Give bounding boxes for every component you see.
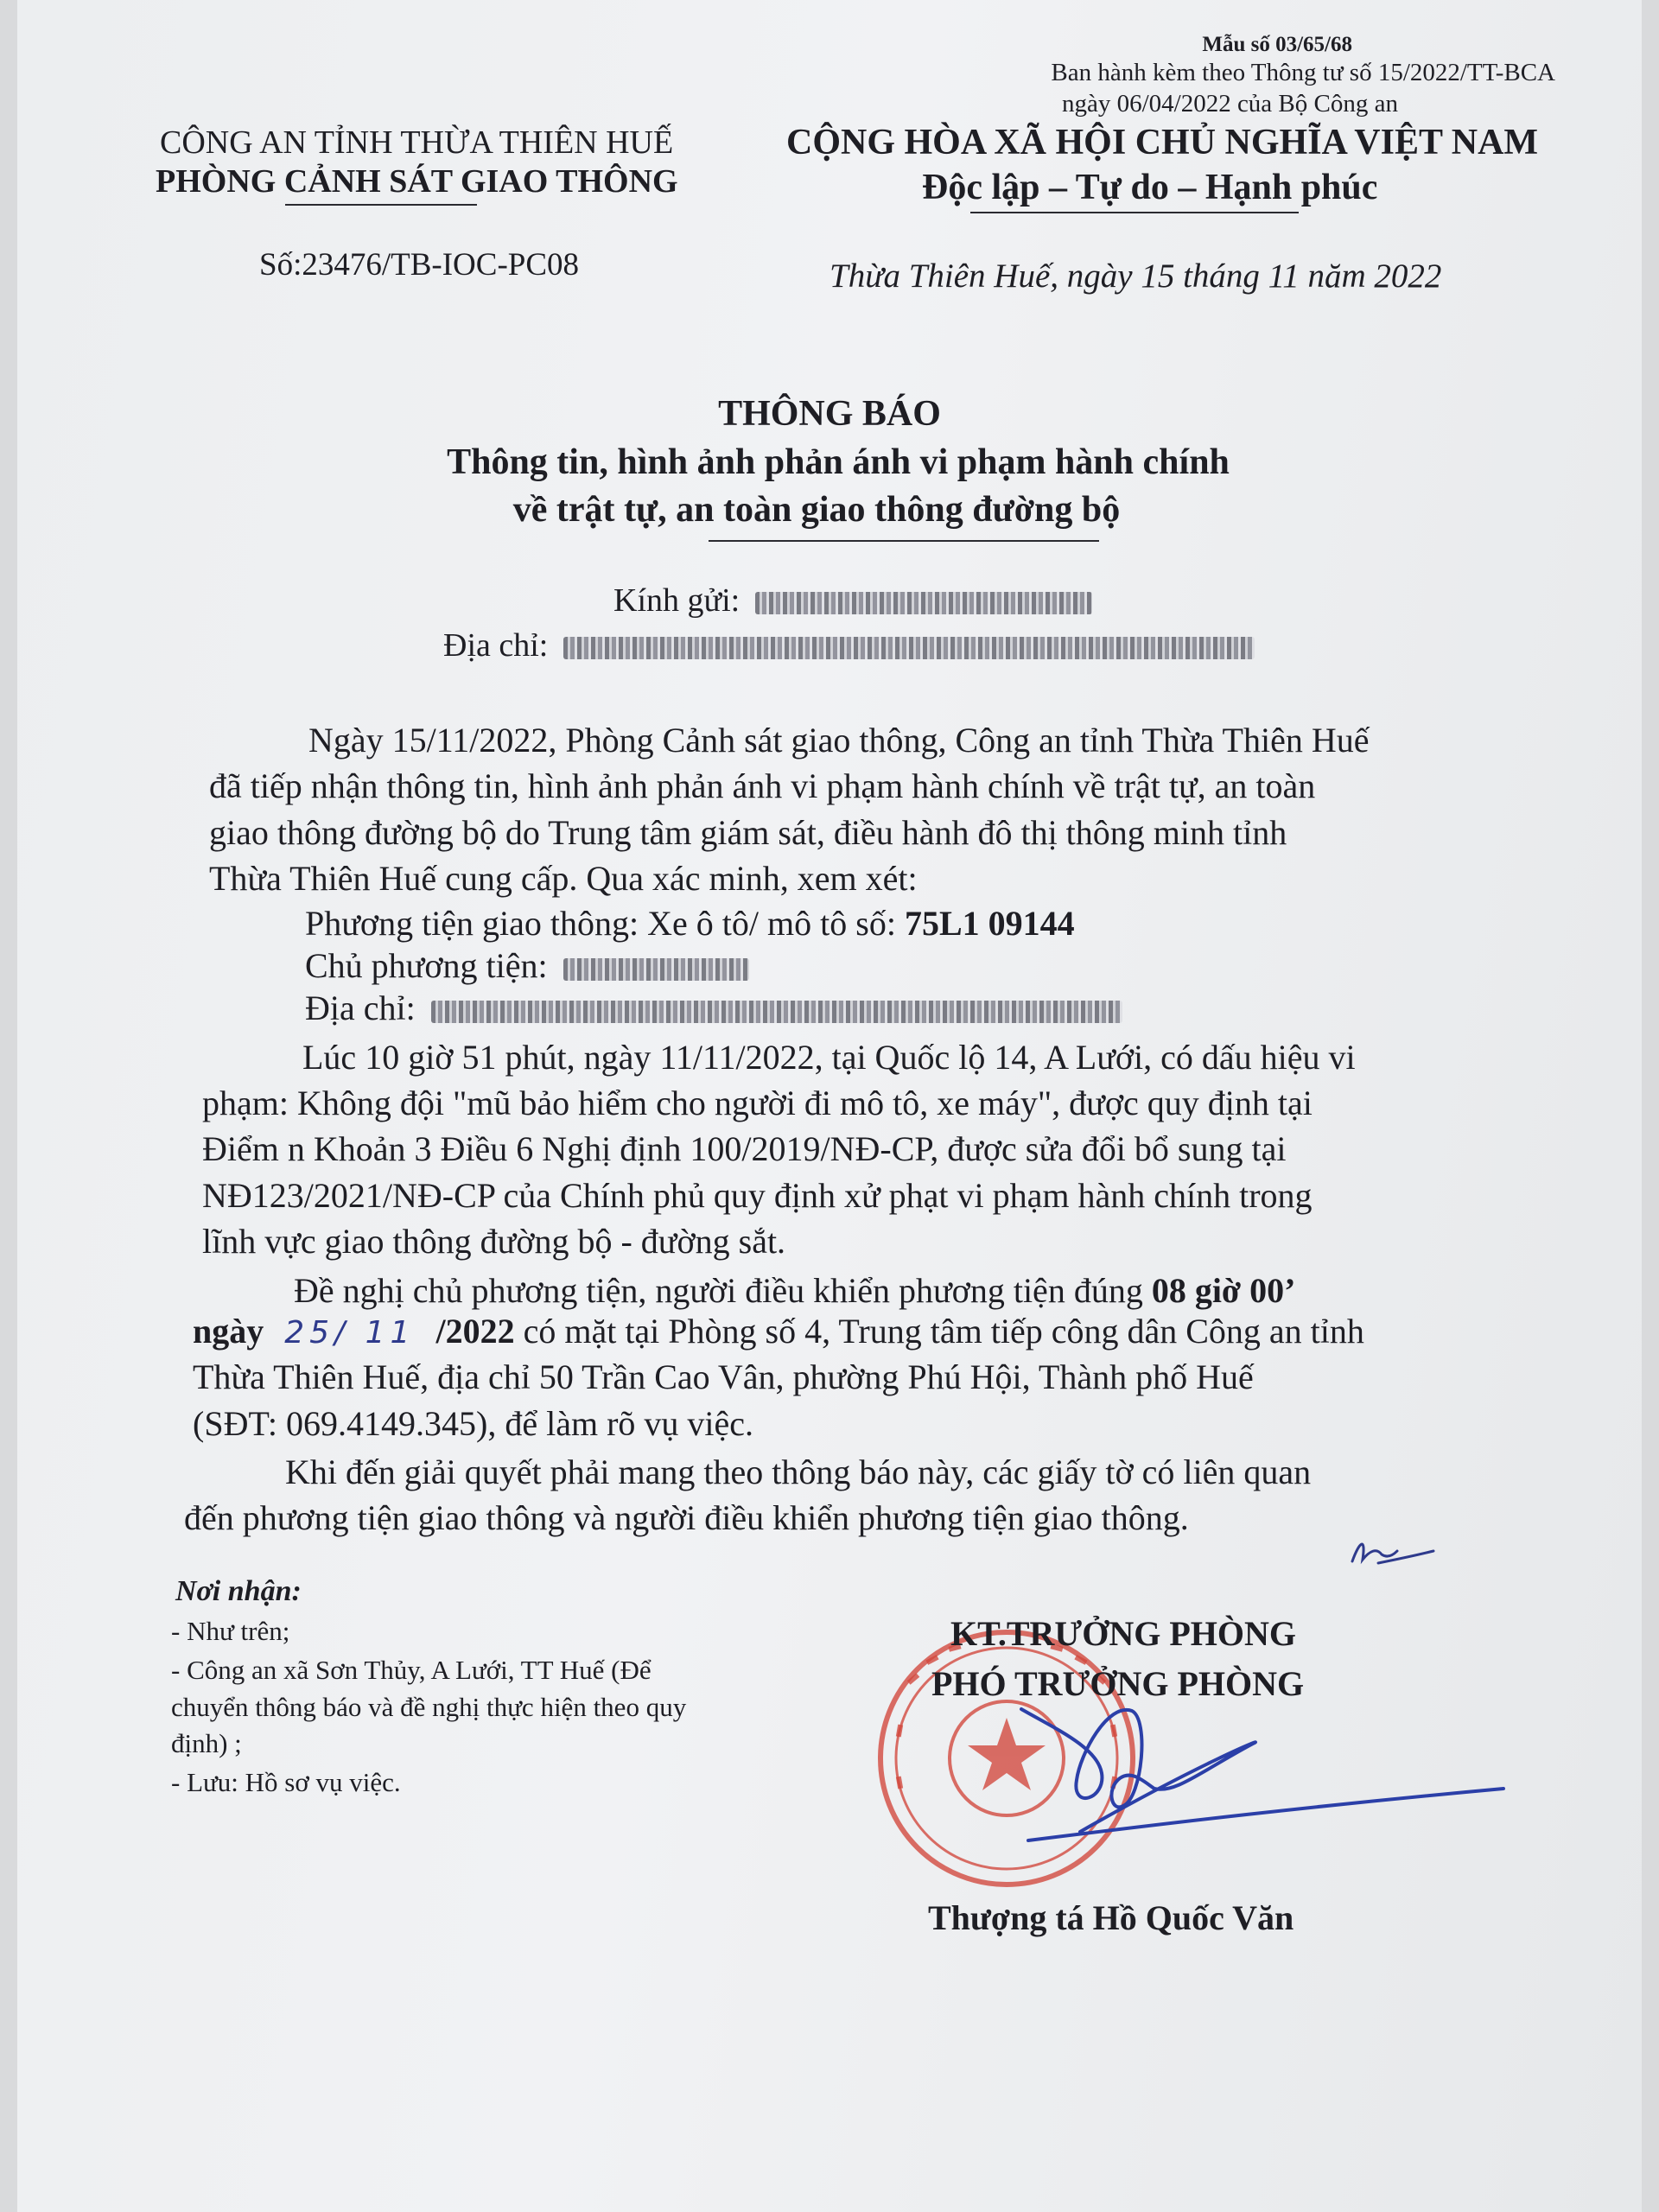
- redacted-owner: [563, 958, 749, 981]
- p3-line-1: [294, 1270, 1295, 1311]
- title-underline: [709, 540, 1099, 542]
- p2-line-5: lĩnh vực giao thông đường bộ - đường sắt.: [202, 1222, 786, 1261]
- document-subtitle-1: Thông tin, hình ảnh phản ánh vi phạm hành chính: [447, 442, 1230, 482]
- owner-label: Chủ phương tiện:: [305, 946, 548, 985]
- vehicle-plate: 75L1 09144: [904, 904, 1075, 943]
- p2-line-3: Điểm n Khoản 3 Điều 6 Nghị định 100/2019/NĐ-CP, được sửa đổi bổ sung tại: [202, 1129, 1287, 1168]
- p1-line-3: giao thông đường bộ do Trung tâm giám sát, điều hành đô thị thông minh tỉnh: [209, 813, 1287, 852]
- recipient-item: - Lưu: Hồ sơ vụ việc.: [171, 1767, 401, 1797]
- owner-address-label: Địa chỉ:: [305, 988, 416, 1027]
- appointment-time: 08 giờ 00’: [1151, 1271, 1296, 1310]
- addressee-line: [613, 582, 1092, 620]
- recipient-item: - Như trên;: [171, 1616, 290, 1646]
- form-note-circular: Ban hành kèm theo Thông tư số 15/2022/TT-BCA: [1051, 59, 1555, 86]
- p4-line-1: Khi đến giải quyết phải mang theo thông báo này, các giấy tờ có liên quan: [285, 1452, 1312, 1491]
- signature-title-1: KT.TRƯỞNG PHÒNG: [950, 1614, 1296, 1653]
- issuing-department: PHÒNG CẢNH SÁT GIAO THÔNG: [156, 163, 678, 200]
- p3-line-2: [193, 1311, 1364, 1351]
- redacted-owner-address: [431, 1001, 1122, 1023]
- document-number: Số:23476/TB-IOC-PC08: [259, 247, 580, 283]
- signature-title-2: PHÓ TRƯỞNG PHÒNG: [931, 1664, 1305, 1703]
- national-motto: Độc lập – Tự do – Hạnh phúc: [922, 168, 1378, 207]
- p2-line-4: NĐ123/2021/NĐ-CP của Chính phủ quy định xử phạt vi phạm hành chính trong: [202, 1176, 1313, 1215]
- p2-line-2: phạm: Không đội "mũ bảo hiểm cho người đi mô tô, xe máy", được quy định tại: [202, 1084, 1313, 1122]
- addressee-address-line: [443, 626, 1255, 664]
- recipient-item: - Công an xã Sơn Thủy, A Lưới, TT Huế (Để: [171, 1655, 652, 1685]
- document-page: [17, 0, 1642, 2212]
- motto-underline: [970, 212, 1299, 213]
- recipients-title: Nơi nhận:: [175, 1575, 302, 1607]
- p1-line-2: đã tiếp nhận thông tin, hình ảnh phản ánh vi phạm hành chính về trật tự, an toàn: [209, 766, 1316, 805]
- p2-line-1: Lúc 10 giờ 51 phút, ngày 11/11/2022, tại Quốc lộ 14, A Lưới, có dấu hiệu vi: [302, 1038, 1356, 1077]
- recipient-item: chuyển thông báo và đề nghị thực hiện theo quy: [171, 1692, 687, 1722]
- p3-text: Đề nghị chủ phương tiện, người điều khiển phương tiện đúng: [294, 1271, 1143, 1310]
- p3-line-4: (SĐT: 069.4149.345), để làm rõ vụ việc.: [193, 1404, 754, 1443]
- p3-line-2-rest: có mặt tại Phòng số 4, Trung tâm tiếp công dân Công an tỉnh: [523, 1312, 1364, 1351]
- department-underline: [285, 204, 477, 206]
- p3-line-3: Thừa Thiên Huế, địa chỉ 50 Trần Cao Vân, phường Phú Hội, Thành phố Huế: [193, 1357, 1254, 1396]
- document-subtitle-2: về trật tự, an toàn giao thông đường bộ: [512, 490, 1121, 530]
- handwritten-signature: [950, 1668, 1512, 1858]
- vehicle-line: [305, 903, 1075, 944]
- handwritten-initials: [1344, 1525, 1439, 1577]
- redacted-address: [563, 637, 1255, 659]
- vehicle-label: Phương tiện giao thông: Xe ô tô/ mô tô số:: [305, 904, 896, 943]
- signer-name: Thượng tá Hồ Quốc Văn: [928, 1898, 1294, 1937]
- owner-address-line: [305, 988, 1122, 1028]
- handwritten-date: 25/ 11: [284, 1315, 416, 1351]
- redacted-name: [755, 592, 1092, 614]
- addressee-address-label: Địa chỉ:: [443, 627, 549, 664]
- issuing-agency: CÔNG AN TỈNH THỪA THIÊN HUẾ: [160, 124, 674, 161]
- country-name: CỘNG HÒA XÃ HỘI CHỦ NGHĨA VIỆT NAM: [786, 123, 1539, 162]
- p1-line-1: Ngày 15/11/2022, Phòng Cảnh sát giao thông, Công an tỉnh Thừa Thiên Huế: [308, 721, 1370, 760]
- day-label: ngày: [193, 1312, 264, 1351]
- place-and-date: Thừa Thiên Huế, ngày 15 tháng 11 năm 2022: [830, 257, 1442, 295]
- document-title: THÔNG BÁO: [718, 394, 941, 434]
- form-note-date: ngày 06/04/2022 của Bộ Công an: [1061, 90, 1398, 118]
- owner-line: [305, 945, 749, 986]
- form-code: Mẫu số 03/65/68: [1202, 33, 1352, 56]
- p4-line-2: đến phương tiện giao thông và người điều khiển phương tiện giao thông.: [184, 1498, 1189, 1537]
- addressee-label: Kính gửi:: [613, 582, 741, 619]
- appointment-year: /2022: [435, 1312, 515, 1351]
- recipient-item: định) ;: [171, 1728, 242, 1758]
- p1-line-4: Thừa Thiên Huế cung cấp. Qua xác minh, xem xét:: [209, 859, 918, 898]
